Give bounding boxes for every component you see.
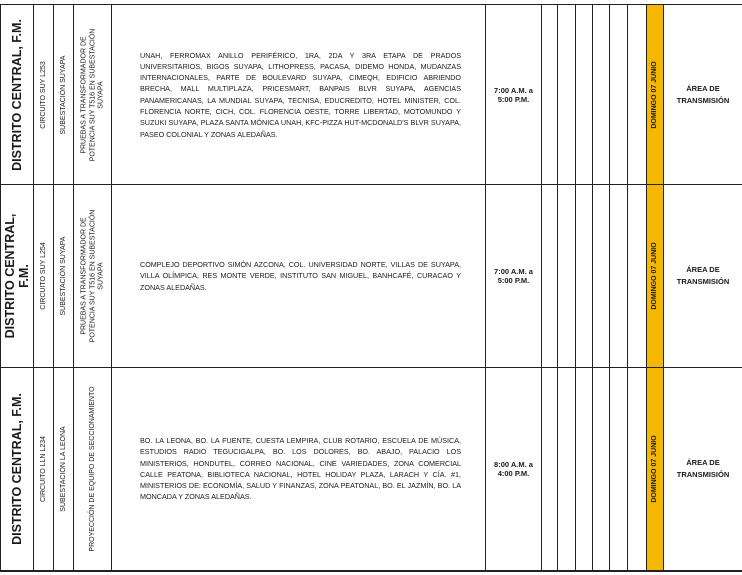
empty-cell	[593, 185, 610, 367]
district-label: DISTRITO CENTRAL, F.M.	[10, 393, 24, 545]
substation-label: SUBESTACIÓN SUYAPA	[59, 55, 67, 134]
time-range: 7:00 A.M. a 5:00 P.M.	[494, 85, 533, 104]
district-label: DISTRITO CENTRAL, F.M.	[10, 18, 24, 171]
time-cell	[486, 368, 542, 570]
empty-cell	[542, 368, 558, 570]
work-description: PROYECCIÓN DE EQUIPO DE SECCIONAMIENTO	[88, 386, 96, 552]
empty-cell	[542, 185, 558, 367]
area-type-label: ÁREA DE TRANSMISIÓN	[676, 265, 730, 286]
district-cell	[0, 5, 34, 184]
work-cell	[74, 5, 112, 184]
affected-areas-text: BO. LA LEONA, BO. LA FUENTE, CUESTA LEMPIRA, CLUB ROTARIO, ESCUELA DE MÚSICA, ESTUDIOS RADIO TEGUCIGALPA, BO. LOS DOLORES, BO. ABAJO, PALACIO LOS MINISTERIOS, HONDUTEL, CORREO NACIONAL, CINE VARIEDADES, ZONA COMERCIAL CALLE PEATONA, BIBLIOTECA NACIONAL, HOTEL HOLIDAY PLAZA, LARACH Y CÍA. #1, MINISTERIOS DE: ECONOMÍA, SALUD Y FINANZAS, ZONA PEATONAL, BO. EL JAZMÍN, BO. LA MONCADA Y ZONAS ALEDAÑAS.	[140, 436, 461, 502]
circuit-cell	[34, 5, 54, 184]
empty-cell	[576, 5, 593, 184]
type-cell	[664, 368, 742, 570]
type-cell	[664, 185, 742, 367]
circuit-label: CIRCUITO SUY L254	[39, 242, 47, 310]
empty-cell	[628, 368, 647, 570]
affected-areas-text: COMPLEJO DEPORTIVO SIMÓN AZCONA, COL. UNIVERSIDAD NORTE, VILLAS DE SUYAPA, VILLA OLÍMPICA, RES MONTE VERDE, INSTITUTO SAN MIGUEL, BANHCAFÉ, CURACAO Y ZONAS ALEDAÑAS.	[140, 260, 461, 292]
empty-cell	[542, 5, 558, 184]
day-cell	[647, 5, 664, 184]
circuit-cell	[34, 368, 54, 570]
day-cell	[647, 368, 664, 570]
empty-cell	[576, 185, 593, 367]
substation-cell	[54, 368, 74, 570]
work-cell	[74, 368, 112, 570]
table-row	[0, 4, 742, 184]
affected-areas-cell	[112, 368, 486, 570]
circuit-label: CIRCUITO LLN L234	[39, 435, 47, 503]
table-row	[0, 184, 742, 367]
time-range: 8:00 A.M. a 4:00 P.M.	[494, 460, 533, 478]
substation-label: SUBESTACIÓN LA LEONA	[59, 426, 67, 512]
district-label: DISTRITO CENTRAL, F.M.	[3, 213, 31, 339]
empty-cell	[610, 185, 628, 367]
day-label: DOMINGO 07 JUNIO	[651, 435, 658, 503]
affected-areas-cell	[112, 5, 486, 184]
day-label: DOMINGO 07 JUNIO	[651, 60, 658, 129]
day-cell	[647, 185, 664, 367]
empty-cell	[593, 368, 610, 570]
district-cell	[0, 185, 34, 367]
empty-cell	[628, 5, 647, 184]
work-description: PRUEBAS A TRANSFORMADOR DE POTENCIA SUY T516 EN SUBESTACIÓN SUYAPA	[79, 209, 104, 343]
substation-cell	[54, 185, 74, 367]
type-cell	[664, 5, 742, 184]
table-row	[0, 367, 742, 572]
district-cell	[0, 368, 34, 570]
work-description: PRUEBAS A TRANSFORMADOR DE POTENCIA SUY T516 EN SUBESTACIÓN SUYAPA	[79, 28, 104, 161]
day-label: DOMINGO 07 JUNIO	[651, 242, 658, 310]
empty-cell	[610, 5, 628, 184]
empty-cell	[628, 185, 647, 367]
empty-cell	[558, 185, 576, 367]
time-cell	[486, 5, 542, 184]
affected-areas-cell	[112, 185, 486, 367]
substation-cell	[54, 5, 74, 184]
substation-label: SUBESTACIÓN SUYAPA	[59, 236, 67, 316]
empty-cell	[610, 368, 628, 570]
time-cell	[486, 185, 542, 367]
affected-areas-text: UNAH, FERROMAX ANILLO PERIFÉRICO, 1RA, 2DA Y 3RA ETAPA DE PRADOS UNIVERSITARIOS, BIGOS SUYAPA, LITHOPRESS, PACASA, DIDEMO HONDA, MUDANZAS INTERNACIONALES, PARTE DE BOULEVARD SUYAPA, CIMEQH, EDIFICIO ABRIENDO BRECHA, MALL MULTIPLAZA, PRICESMART, BANPAIS BLVR SUYAPA, AGENCIAS PANAMERICANAS, LA MUNDIAL SUYAPA, TECNISA, EDUCREDITO, HOTEL MINISTER, COL. FLORENCIA NORTE, CICH, COL. FLORENCIA OESTE, TORRE LIBERTAD, MOTOMUNDO Y SUZUKI SUYAPA, PLAZA SANTA MÓNICA UNAH, KFC-PIZZA HUT-MCDONALD'S BLVR SUYAPA, PASEO COLONIAL Y ZONAS ALEDAÑAS.	[140, 50, 461, 139]
empty-cell	[558, 5, 576, 184]
work-cell	[74, 185, 112, 367]
circuit-label: CIRCUITO SUY L253	[39, 60, 47, 129]
area-type-label: ÁREA DE TRANSMISIÓN	[676, 458, 730, 479]
empty-cell	[558, 368, 576, 570]
empty-cell	[576, 368, 593, 570]
empty-cell	[593, 5, 610, 184]
time-range: 7:00 A.M. a 5:00 P.M.	[494, 267, 533, 285]
circuit-cell	[34, 185, 54, 367]
area-type-label: ÁREA DE TRANSMISIÓN	[676, 83, 730, 105]
